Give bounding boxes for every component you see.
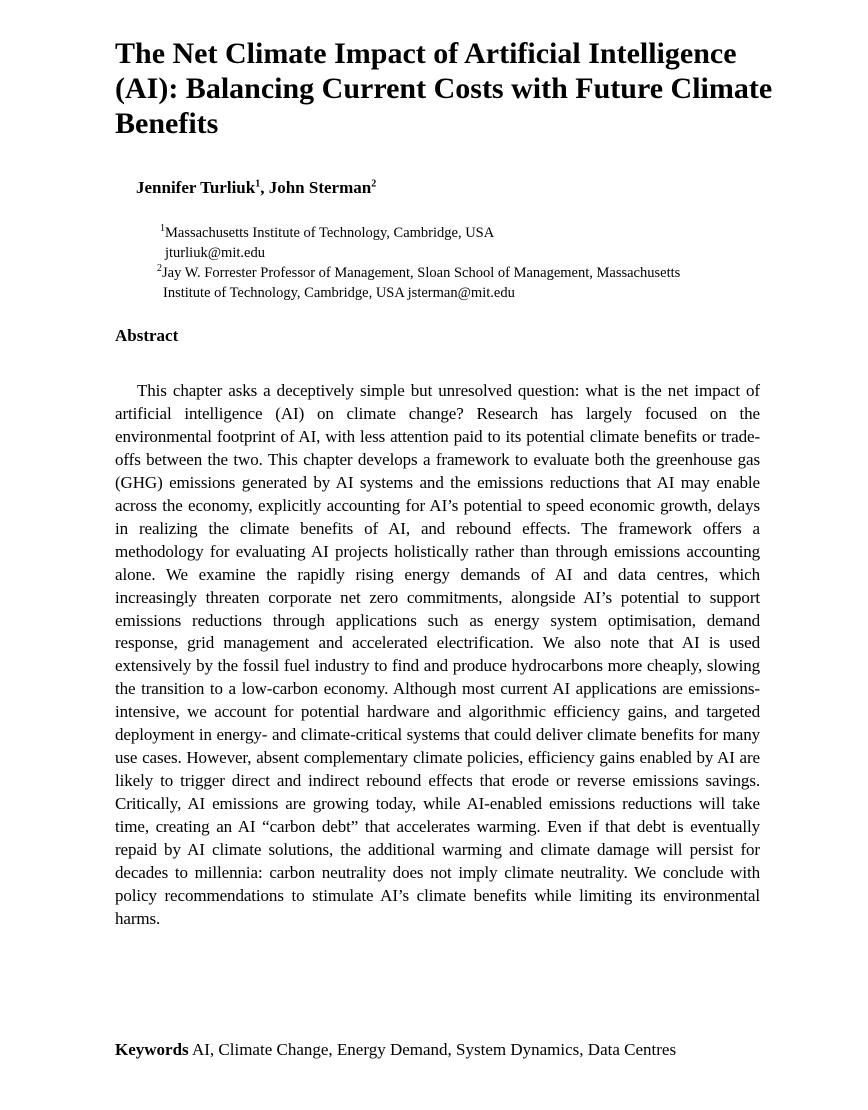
author-affiliation-marker: 1 xyxy=(255,178,261,190)
affiliation-marker: 1 xyxy=(160,223,165,235)
author-name: Jennifer Turliuk xyxy=(136,178,256,197)
author-affiliation-marker: 2 xyxy=(371,178,377,190)
affiliation-text: Massachusetts Institute of Technology, Cambridge, USA xyxy=(165,225,495,241)
author-list xyxy=(136,177,376,199)
abstract-body: This chapter asks a deceptively simple but unresolved question: what is the net impact of artificial intelligence (AI) on climate change? Research has largely focused on the environmental footprint of AI, with less attention paid to its potential climate benefits or trade-offs between the two. This chapter develops a framework to evaluate both the greenhouse gas (GHG) emissions generated by AI systems and the emissions reductions that AI may enable across the economy, explicitly accounting for AI’s potential to speed economic growth, delays in realizing the climate benefits of AI, and rebound effects. The framework offers a methodology for evaluating AI projects holistically rather than through emissions accounting alone. We examine the rapidly rising energy demands of AI and data centres, which increasingly threaten corporate net zero commitments, alongside AI’s potential to support emissions reductions through applications such as energy system optimisation, demand response, grid management and accelerated electrification. We also note that AI is used extensively by the fossil fuel industry to find and produce hydrocarbons more cheaply, slowing the transition to a low-carbon economy. Although most current AI applications are emissions-intensive, we account for potential hardware and algorithmic efficiency gains, and targeted deployment in energy- and climate-critical systems that could deliver climate benefits for many use cases. However, absent complementary climate policies, efficiency gains enabled by AI are likely to trigger direct and indirect rebound effects that erode or reverse emissions savings. Critically, AI emissions are growing today, while AI-enabled emissions reductions will take time, creating an AI “carbon debt” that accelerates warming. Even if that debt is eventually repaid by AI climate solutions, the additional warming and climate damage will persist for decades to millennia: carbon neutrality does not imply climate neutrality. We conclude with policy recommendations to stimulate AI’s climate benefits while limiting its environmental harms. xyxy=(115,381,760,928)
affiliation-1-line1 xyxy=(160,224,494,244)
paper-title: The Net Climate Impact of Artificial Intelligence (AI): Balancing Current Costs with Future Climate Benefits xyxy=(115,37,773,140)
affiliation-2-line1 xyxy=(157,264,680,284)
keywords-line xyxy=(115,1039,775,1061)
affiliation-2-line2: Institute of Technology, Cambridge, USA jsterman@mit.edu xyxy=(163,285,515,301)
keywords-list: AI, Climate Change, Energy Demand, System Dynamics, Data Centres xyxy=(191,1040,677,1059)
affiliation-text: Jay W. Forrester Professor of Management, Sloan School of Management, Massachusetts xyxy=(162,265,681,281)
keywords-label: Keywords xyxy=(115,1040,189,1059)
author-name: John Sterman xyxy=(268,178,372,197)
affiliation-1-email: jturliuk@mit.edu xyxy=(165,245,265,261)
author-separator: , xyxy=(260,178,269,197)
abstract-heading: Abstract xyxy=(115,326,179,345)
affiliation-marker: 2 xyxy=(157,263,162,275)
